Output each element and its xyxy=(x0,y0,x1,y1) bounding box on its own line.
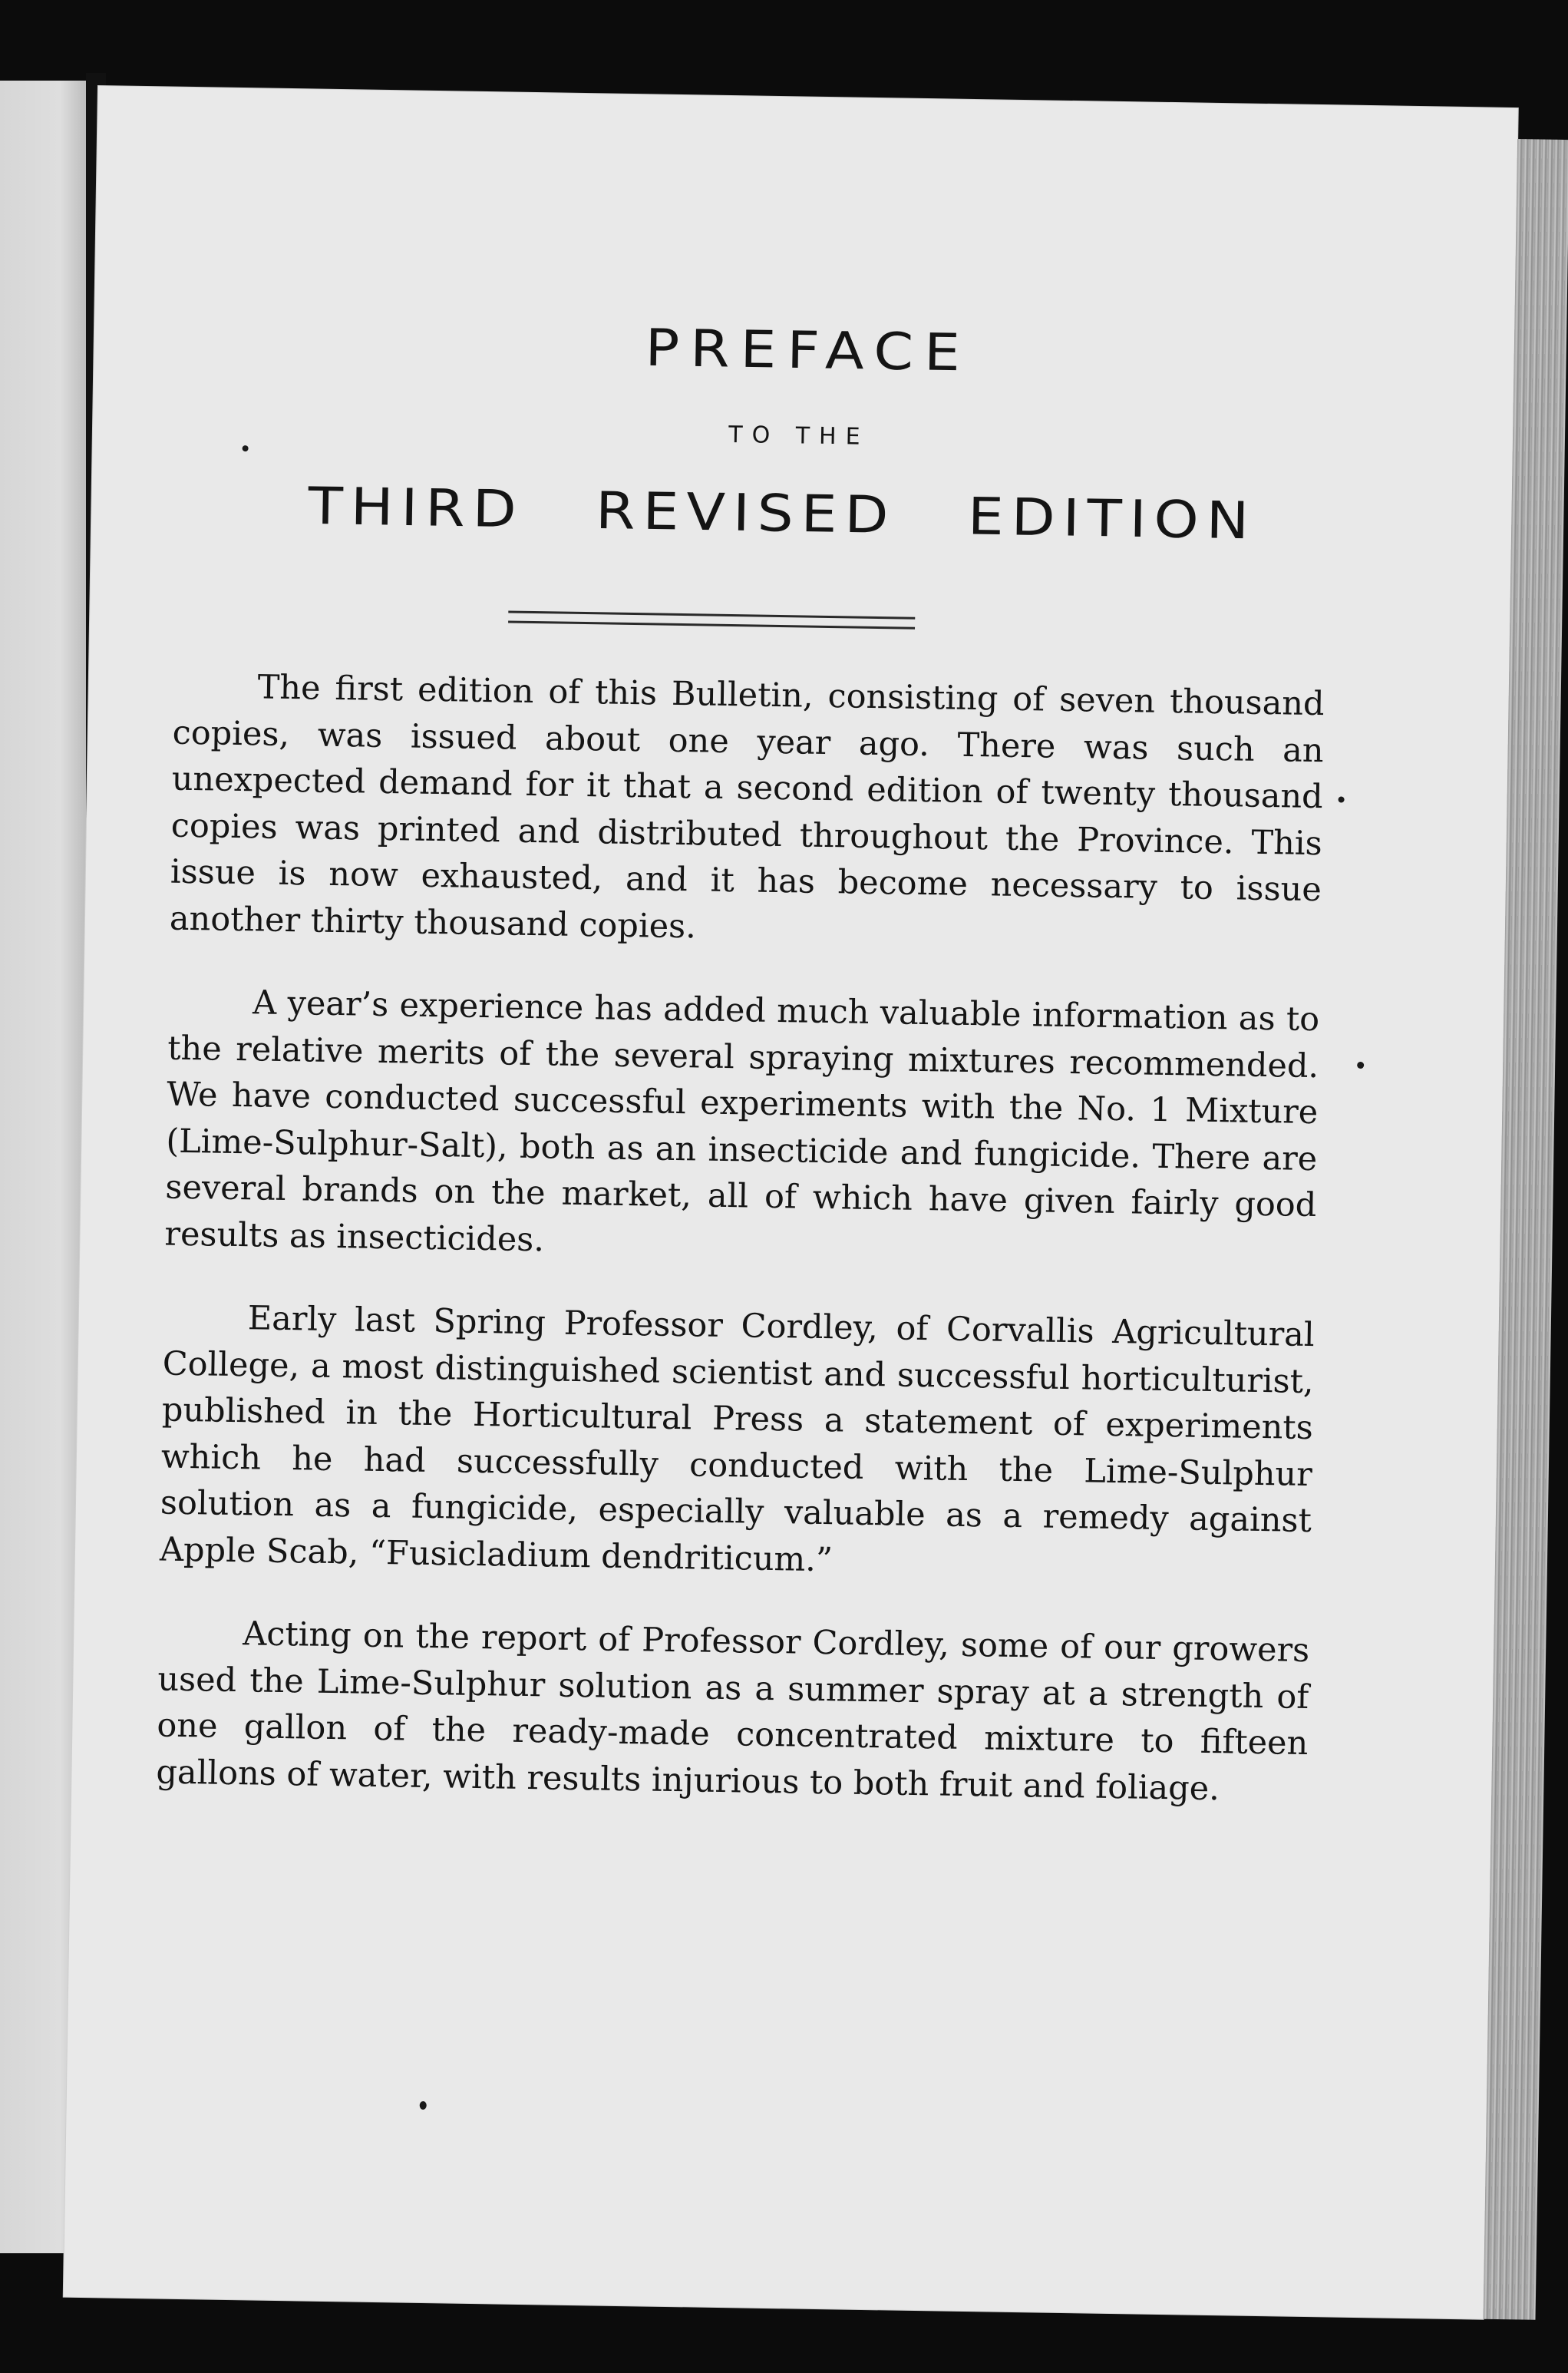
paragraph-professor-cordley: Early last Spring Professor Cordley, of Corvallis Agricultural College, a most distinguished scientist and successful horticulturist, published in the Horticultural Press a statement of experiments which he had successfully conducted with the Lime-Sulphur solution as a fungicide, especially valuable as a remedy against Apple Scab, “Fusicladium dendriticum.” xyxy=(159,1299,1315,1579)
paragraph-first-edition: The first edition of this Bulletin, consisting of seven thousand copies, was issued about one year ago. There was such an unexpected demand for it that a second edition of twenty thousand copies was printed and distributed throughout the Province. This issue is now exhausted, and it has become necessary to issue another thirty thousand copies. xyxy=(169,668,1325,946)
page-stack-edge xyxy=(1484,139,1568,2320)
double-rule-divider xyxy=(508,610,915,629)
scan-speck xyxy=(1339,796,1345,802)
scan-speck xyxy=(243,445,249,451)
paragraph-summer-spray: Acting on the report of Professor Cordley, some of our growers used the Lime-Sulphur solution as a summer spray at a strength of one gallon of the ready-made concentrated mixture to fifteen gallons of water, with results injurious to both fruit and foliage. xyxy=(156,1614,1310,1808)
preface-heading: PREFACE xyxy=(644,318,972,383)
subheading-to-the: TO THE xyxy=(728,421,870,451)
title-block xyxy=(153,309,1415,556)
scan-speck xyxy=(420,2101,427,2110)
preface-body xyxy=(155,663,1325,1850)
book-page xyxy=(64,86,1518,2319)
edition-heading: THIRD REVISED EDITION xyxy=(307,477,1257,551)
paragraph-experience: A year’s experience has added much valuable information as to the relative merits of the several spraying mixtures recommended. We have conducted successful experiments with the No. 1 Mixture (Lime-Sulphur-Salt), both as an insecticide and fungicide. There are several brands on the market, all of which have given fairly good results as insecticides. xyxy=(164,983,1320,1259)
scan-speck xyxy=(1357,1062,1364,1069)
